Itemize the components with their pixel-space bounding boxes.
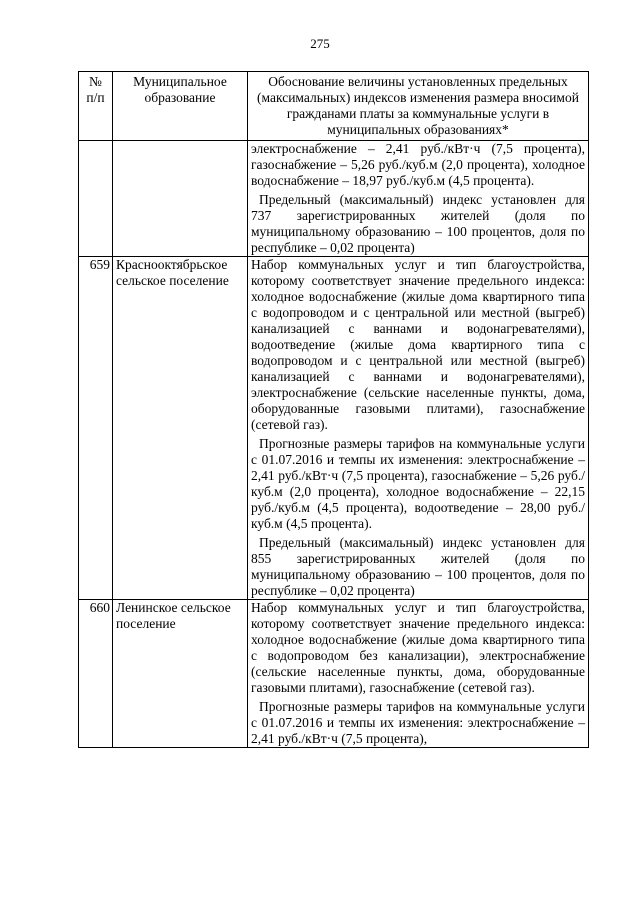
row-number: 660: [79, 600, 113, 748]
row-justification: [248, 600, 589, 748]
justification-paragraph: Набор коммунальных услуг и тип благоустройства, которому соответствует значение предельного индекса: холодное водоснабжение (жилые дома квартирного типа с водопроводом и с центральной или местной (выгреб) канализацией с ваннами и водонагревателями), водоотведение (жилые дома квартирного типа с водопроводом и с центральной или местной (выгреб) канализацией с ваннами и водонагревателями), электроснабжение (сельские населенные пункты, дома, оборудованные газовыми плитами), газоснабжение (сетевой газ).: [251, 257, 585, 432]
row-justification: [248, 257, 589, 600]
table-row: [79, 600, 589, 748]
justification-paragraph: Предельный (максимальный) индекс установлен для 855 зарегистрированных жителей (доля по муниципальному образованию – 100 процентов, доля по республике – 0,02 процента): [251, 535, 585, 598]
row-justification: [248, 141, 589, 257]
row-municipality: [113, 141, 248, 257]
tariff-index-table: [78, 71, 589, 748]
justification-paragraph: электроснабжение – 2,41 руб./кВт·ч (7,5 процента), газоснабжение – 5,26 руб./куб.м (2,0 процента), холодное водоснабжение – 18,97 руб./куб.м (4,5 процента).: [251, 141, 585, 188]
table-row: [79, 141, 589, 257]
row-number: [79, 141, 113, 257]
header-municipality: Муниципальное образование: [113, 72, 248, 141]
table-row: [79, 257, 589, 600]
justification-paragraph: Прогнозные размеры тарифов на коммунальные услуги с 01.07.2016 и темпы их изменения: электроснабжение – 2,41 руб./кВт·ч (7,5 процента), газоснабжение – 5,26 руб./куб.м (2,0 процента), холодное водоснабжение – 22,15 руб./куб.м (4,5 процента), водоотведение – 28,00 руб./куб.м (4,5 процента).: [251, 436, 585, 531]
justification-paragraph: Предельный (максимальный) индекс установлен для 737 зарегистрированных жителей (доля по муниципальному образованию – 100 процентов, доля по республике – 0,02 процента): [251, 192, 585, 255]
row-number: 659: [79, 257, 113, 600]
row-municipality: Ленинское сельское поселение: [113, 600, 248, 748]
justification-paragraph: Прогнозные размеры тарифов на коммунальные услуги с 01.07.2016 и темпы их изменения: электроснабжение – 2,41 руб./кВт·ч (7,5 процента),: [251, 699, 585, 746]
header-justification: Обоснование величины установленных предельных (максимальных) индексов изменения размера вносимой гражданами платы за коммунальные услуги в муниципальных образованиях*: [248, 72, 589, 141]
row-municipality: Краснооктябрьское сельское поселение: [113, 257, 248, 600]
page-number: 275: [310, 36, 330, 51]
justification-paragraph: Набор коммунальных услуг и тип благоустройства, которому соответствует значение предельного индекса: холодное водоснабжение (жилые дома квартирного типа с водопроводом без канализации), электроснабжение (сельские населенные пункты, дома, оборудованные газовыми плитами), газоснабжение (сетевой газ).: [251, 600, 585, 695]
table-header-row: [79, 72, 589, 141]
header-number: № п/п: [79, 72, 113, 141]
